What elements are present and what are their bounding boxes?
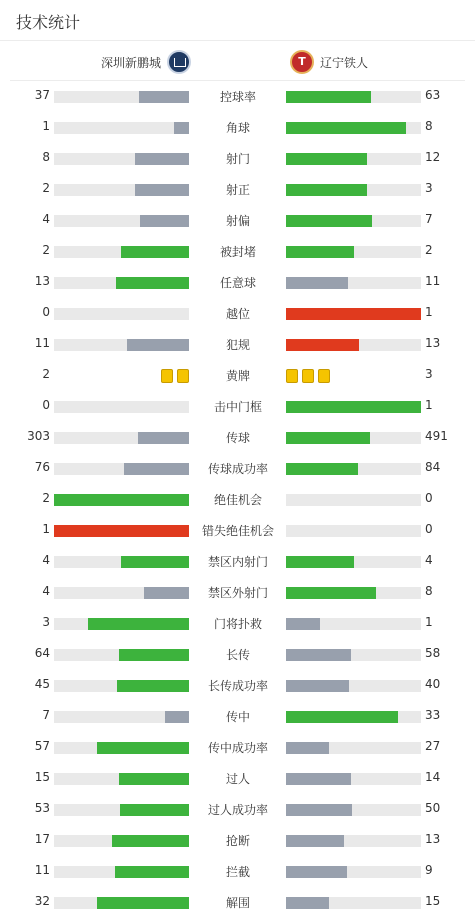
home-stat-value: 2: [42, 367, 50, 381]
home-stat-value: 0: [42, 398, 50, 412]
away-stat-bar: [286, 525, 421, 537]
home-stat-bar-fill: [119, 773, 189, 785]
stat-row: [0, 516, 475, 547]
away-stat-bar-fill: [286, 432, 370, 444]
home-stat-bar-fill: [121, 556, 189, 568]
stat-row: [0, 795, 475, 826]
home-stat-value: 57: [34, 739, 50, 753]
away-stat-value: 84: [425, 460, 441, 474]
away-stat-bar: [286, 804, 421, 816]
away-stat-bar-fill: [286, 277, 348, 289]
away-stat-bar: [286, 401, 421, 413]
stat-label: 传球成功率: [207, 462, 268, 476]
stat-label: 射偏: [225, 214, 250, 228]
home-stat-value: 13: [34, 274, 50, 288]
away-stat-bar: [286, 122, 421, 134]
stat-row: [0, 640, 475, 671]
header-divider: [0, 40, 475, 41]
away-team[interactable]: [290, 48, 368, 76]
home-stat-bar: [54, 525, 189, 537]
away-stat-bar-fill: [286, 587, 376, 599]
home-stat-bar: [54, 215, 189, 227]
home-stat-bar: [54, 711, 189, 723]
home-stat-value: 45: [34, 677, 50, 691]
stat-label: 绝佳机会: [213, 493, 262, 507]
stat-label: 传中成功率: [207, 741, 268, 755]
away-stat-value: 0: [425, 491, 433, 505]
home-stat-value: 2: [42, 491, 50, 505]
stat-row: [0, 671, 475, 702]
away-stat-bar: [286, 463, 421, 475]
away-stat-value: 12: [425, 150, 441, 164]
yellow-card-icon: [177, 369, 189, 383]
away-stat-bar: [286, 897, 421, 909]
away-stat-value: 7: [425, 212, 433, 226]
stat-label: 击中门框: [213, 400, 262, 414]
away-stat-bar-fill: [286, 91, 371, 103]
home-stat-bar: [54, 184, 189, 196]
stat-row: [0, 733, 475, 764]
home-stat-bar: [54, 91, 189, 103]
away-stat-value: 491: [425, 429, 448, 443]
home-stat-value: 11: [34, 863, 50, 877]
away-stat-value: 58: [425, 646, 441, 660]
home-stat-bar-fill: [97, 742, 189, 754]
home-stat-value: 0: [42, 305, 50, 319]
stat-label: 解围: [225, 896, 250, 910]
away-stat-bar: [286, 711, 421, 723]
away-stat-bar: [286, 153, 421, 165]
away-stat-value: 3: [425, 181, 433, 195]
stat-row: [0, 175, 475, 206]
home-team[interactable]: [101, 48, 191, 76]
home-stat-bar: [54, 308, 189, 320]
away-stat-bar: [286, 215, 421, 227]
home-stat-bar: [54, 246, 189, 258]
away-stat-bar: [286, 649, 421, 661]
home-stat-bar-fill: [115, 866, 189, 878]
home-stat-value: 64: [34, 646, 50, 660]
stat-label: 被封堵: [219, 245, 256, 259]
away-stat-bar: [286, 432, 421, 444]
home-stat-value: 2: [42, 243, 50, 257]
home-stat-bar-fill: [121, 246, 189, 258]
away-stat-value: 50: [425, 801, 441, 815]
away-stat-value: 1: [425, 615, 433, 629]
stat-label: 角球: [225, 121, 250, 135]
away-stat-bar-fill: [286, 897, 329, 909]
home-stat-value: 53: [34, 801, 50, 815]
stats-list: [0, 82, 475, 919]
home-stat-bar: [54, 401, 189, 413]
away-stat-value: 8: [425, 584, 433, 598]
stat-row: [0, 609, 475, 640]
away-stat-bar-fill: [286, 649, 351, 661]
home-stat-value: 303: [27, 429, 50, 443]
stat-row: [0, 361, 475, 392]
home-stat-bar-fill: [135, 184, 189, 196]
home-stat-bar-fill: [139, 91, 189, 103]
home-stat-bar-fill: [88, 618, 189, 630]
away-cards: [286, 369, 330, 383]
away-stat-value: 9: [425, 863, 433, 877]
stat-row: [0, 423, 475, 454]
away-stat-bar: [286, 773, 421, 785]
away-stat-value: 15: [425, 894, 441, 908]
away-stat-value: 13: [425, 832, 441, 846]
away-stat-bar: [286, 277, 421, 289]
away-stat-bar-fill: [286, 866, 347, 878]
away-stat-bar: [286, 866, 421, 878]
home-stat-value: 11: [34, 336, 50, 350]
home-stat-bar: [54, 618, 189, 630]
stat-row: [0, 144, 475, 175]
home-stat-bar: [54, 835, 189, 847]
stat-row: [0, 268, 475, 299]
home-stat-bar-fill: [54, 494, 189, 506]
home-stat-bar-fill: [112, 835, 189, 847]
away-stat-value: 27: [425, 739, 441, 753]
home-stat-bar-fill: [97, 897, 189, 909]
home-stat-value: 37: [34, 88, 50, 102]
home-stat-bar: [54, 556, 189, 568]
stat-row: [0, 392, 475, 423]
stat-label: 射正: [225, 183, 250, 197]
yellow-card-icon: [302, 369, 314, 383]
stat-row: [0, 206, 475, 237]
away-stat-value: 63: [425, 88, 441, 102]
home-stat-bar-fill: [144, 587, 189, 599]
away-team-name: 辽宁铁人: [320, 55, 369, 70]
away-stat-bar-fill: [286, 742, 329, 754]
home-stat-bar-fill: [119, 649, 189, 661]
away-stat-bar-fill: [286, 339, 359, 351]
away-stat-bar: [286, 184, 421, 196]
home-stat-bar-fill: [116, 277, 189, 289]
away-stat-bar: [286, 91, 421, 103]
home-stat-bar-fill: [140, 215, 189, 227]
away-stat-bar: [286, 835, 421, 847]
stat-row: [0, 237, 475, 268]
home-stat-bar: [54, 680, 189, 692]
away-stat-bar-fill: [286, 308, 421, 320]
stat-label: 控球率: [219, 90, 256, 104]
stat-row: [0, 113, 475, 144]
home-stat-bar-fill: [124, 463, 189, 475]
stat-label: 禁区内射门: [207, 555, 268, 569]
home-stat-bar-fill: [165, 711, 189, 723]
stat-row: [0, 82, 475, 113]
stat-label: 抢断: [225, 834, 250, 848]
stat-label: 犯规: [225, 338, 250, 352]
away-stat-bar-fill: [286, 153, 367, 165]
away-stat-bar-fill: [286, 804, 352, 816]
away-stat-bar-fill: [286, 680, 349, 692]
stat-row: [0, 888, 475, 919]
away-stat-value: 14: [425, 770, 441, 784]
away-stat-bar-fill: [286, 463, 358, 475]
stat-row: [0, 330, 475, 361]
away-stat-bar: [286, 742, 421, 754]
stat-label: 传球: [225, 431, 250, 445]
away-stat-value: 1: [425, 305, 433, 319]
away-stat-bar: [286, 556, 421, 568]
home-stat-value: 4: [42, 212, 50, 226]
stat-label: 过人: [225, 772, 250, 786]
home-stat-bar: [54, 494, 189, 506]
away-stat-bar-fill: [286, 184, 367, 196]
home-stat-value: 2: [42, 181, 50, 195]
stat-row: [0, 826, 475, 857]
away-stat-bar-fill: [286, 618, 320, 630]
home-stat-bar-fill: [127, 339, 189, 351]
home-stat-value: 15: [34, 770, 50, 784]
away-stat-bar: [286, 246, 421, 258]
away-stat-value: 40: [425, 677, 441, 691]
stat-label: 过人成功率: [207, 803, 268, 817]
home-stat-bar-fill: [138, 432, 189, 444]
stat-row: [0, 702, 475, 733]
away-stat-bar-fill: [286, 122, 406, 134]
stat-label: 黄牌: [225, 369, 250, 383]
home-stat-bar: [54, 897, 189, 909]
away-stat-value: 33: [425, 708, 441, 722]
stat-label: 禁区外射门: [207, 586, 268, 600]
home-stat-bar: [54, 866, 189, 878]
away-stat-bar: [286, 618, 421, 630]
teams-divider: [10, 80, 465, 81]
home-stat-value: 76: [34, 460, 50, 474]
stat-label: 错失绝佳机会: [201, 524, 274, 538]
away-stat-value: 2: [425, 243, 433, 257]
home-stat-bar: [54, 649, 189, 661]
home-stat-bar-fill: [117, 680, 189, 692]
away-stat-bar: [286, 680, 421, 692]
away-stat-bar: [286, 587, 421, 599]
stat-row: [0, 299, 475, 330]
home-stat-bar: [54, 432, 189, 444]
away-stat-value: 8: [425, 119, 433, 133]
stat-label: 拦截: [225, 865, 250, 879]
away-stat-bar: [286, 494, 421, 506]
home-stat-bar: [54, 153, 189, 165]
home-stat-bar-fill: [174, 122, 189, 134]
stat-row: [0, 485, 475, 516]
page-title: 技术统计: [16, 13, 81, 32]
away-stat-value: 4: [425, 553, 433, 567]
home-stat-bar: [54, 742, 189, 754]
away-stat-value: 13: [425, 336, 441, 350]
home-stat-value: 3: [42, 615, 50, 629]
home-stat-bar-fill: [54, 525, 189, 537]
home-stat-bar: [54, 122, 189, 134]
away-stat-bar: [286, 308, 421, 320]
away-stat-bar-fill: [286, 773, 351, 785]
away-stat-bar-fill: [286, 401, 421, 413]
away-stat-bar-fill: [286, 246, 354, 258]
stat-label: 越位: [225, 307, 250, 321]
home-stat-bar: [54, 339, 189, 351]
home-stat-bar: [54, 804, 189, 816]
stat-row: [0, 857, 475, 888]
home-stat-value: 17: [34, 832, 50, 846]
stat-row: [0, 454, 475, 485]
away-stat-bar-fill: [286, 835, 344, 847]
home-stat-value: 1: [42, 522, 50, 536]
home-stat-value: 4: [42, 553, 50, 567]
away-team-logo-icon: [290, 50, 314, 74]
home-stat-value: 8: [42, 150, 50, 164]
yellow-card-icon: [161, 369, 173, 383]
home-stat-bar: [54, 587, 189, 599]
away-stat-bar-fill: [286, 711, 398, 723]
home-stat-bar-fill: [120, 804, 189, 816]
home-stat-value: 32: [34, 894, 50, 908]
home-cards: [161, 369, 189, 383]
stat-row: [0, 578, 475, 609]
home-stat-value: 1: [42, 119, 50, 133]
home-team-name: 深圳新鹏城: [100, 55, 161, 70]
away-stat-bar-fill: [286, 556, 354, 568]
stat-label: 射门: [225, 152, 250, 166]
home-stat-bar: [54, 277, 189, 289]
away-stat-bar-fill: [286, 215, 372, 227]
home-stat-bar-fill: [135, 153, 189, 165]
yellow-card-icon: [286, 369, 298, 383]
stat-row: [0, 547, 475, 578]
stat-label: 长传: [225, 648, 250, 662]
stat-label: 任意球: [219, 276, 256, 290]
stat-label: 门将扑救: [213, 617, 262, 631]
away-stat-value: 3: [425, 367, 433, 381]
home-team-logo-icon: [167, 50, 191, 74]
away-stat-value: 1: [425, 398, 433, 412]
away-stat-bar: [286, 339, 421, 351]
home-stat-value: 7: [42, 708, 50, 722]
home-stat-bar: [54, 463, 189, 475]
home-stat-bar: [54, 773, 189, 785]
away-stat-value: 0: [425, 522, 433, 536]
home-stat-value: 4: [42, 584, 50, 598]
stat-label: 传中: [225, 710, 250, 724]
yellow-card-icon: [318, 369, 330, 383]
stat-label: 长传成功率: [207, 679, 268, 693]
stat-row: [0, 764, 475, 795]
away-stat-value: 11: [425, 274, 441, 288]
